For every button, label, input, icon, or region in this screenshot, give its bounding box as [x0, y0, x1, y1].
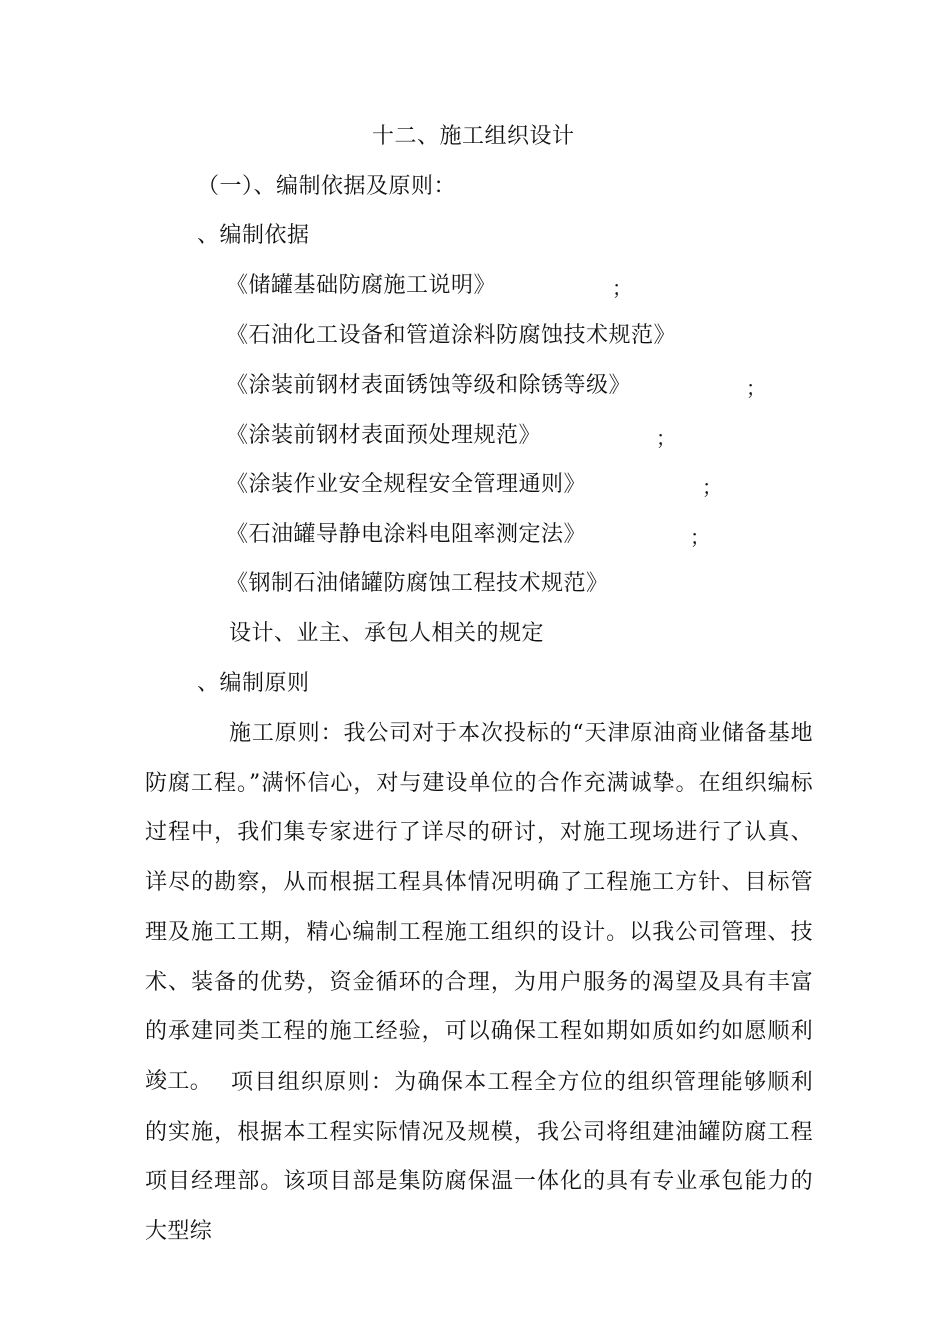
basis-item-suffix: ；: [690, 525, 710, 549]
basis-item: 《涂装前钢材表面锈蚀等级和除锈等级》: [226, 373, 632, 398]
basis-item: 《钢制石油储罐防腐蚀工程技术规范》: [226, 571, 609, 596]
construction-principle-paragraph: 施工原则：我公司对于本次投标的“天津原油商业储备基地防腐工程。”满怀信心，对与建设单位的合作充满诚挚。在组织编标过程中，我们集专家进行了详尽的研讨，对施工现场进行了认真、详尽的勘察，从而根据工程具体情况明确了工程施工方针、目标管理及施工工期，精心编制工程施工组织的设计。以我公司管理、技术、装备的优势，资金循环的合理，为用户服务的渴望及具有丰富的承建同类工程的施工经验，可以确保工程如期如质如约如愿顺利竣工。: [145, 721, 813, 1094]
page-title: 十二、施工组织设计: [372, 124, 575, 149]
basis-item-suffix: ；: [702, 475, 722, 499]
basis-item-suffix: ；: [746, 376, 766, 400]
basis-item: 设计、业主、承包人相关的规定: [229, 621, 545, 646]
basis-item: 《涂装作业安全规程安全管理通则》: [226, 472, 587, 497]
basis-item: 《涂装前钢材表面预处理规范》: [226, 423, 542, 448]
basis-item-suffix: ；: [656, 426, 676, 450]
subsection-heading-principles: 、编制原则: [197, 671, 310, 696]
basis-item: 《石油罐导静电涂料电阻率测定法》: [226, 522, 587, 547]
basis-item: 《石油化工设备和管道涂料防腐蚀技术规范》: [226, 323, 677, 348]
subsection-heading-basis: 、编制依据: [197, 223, 310, 248]
basis-item-suffix: ；: [612, 276, 632, 300]
section-heading: （一）、编制依据及原则：: [197, 174, 457, 199]
basis-item: 《储罐基础防腐施工说明》: [226, 273, 497, 298]
project-organization-paragraph: 项目组织原则：为确保本工程全方位的组织管理能够顺利的实施，根据本工程实际情况及规模，我公司将组建油罐防腐工程项目经理部。该项目部是集防腐保温一体化的具有专业承包能力的大型综: [145, 1070, 813, 1245]
